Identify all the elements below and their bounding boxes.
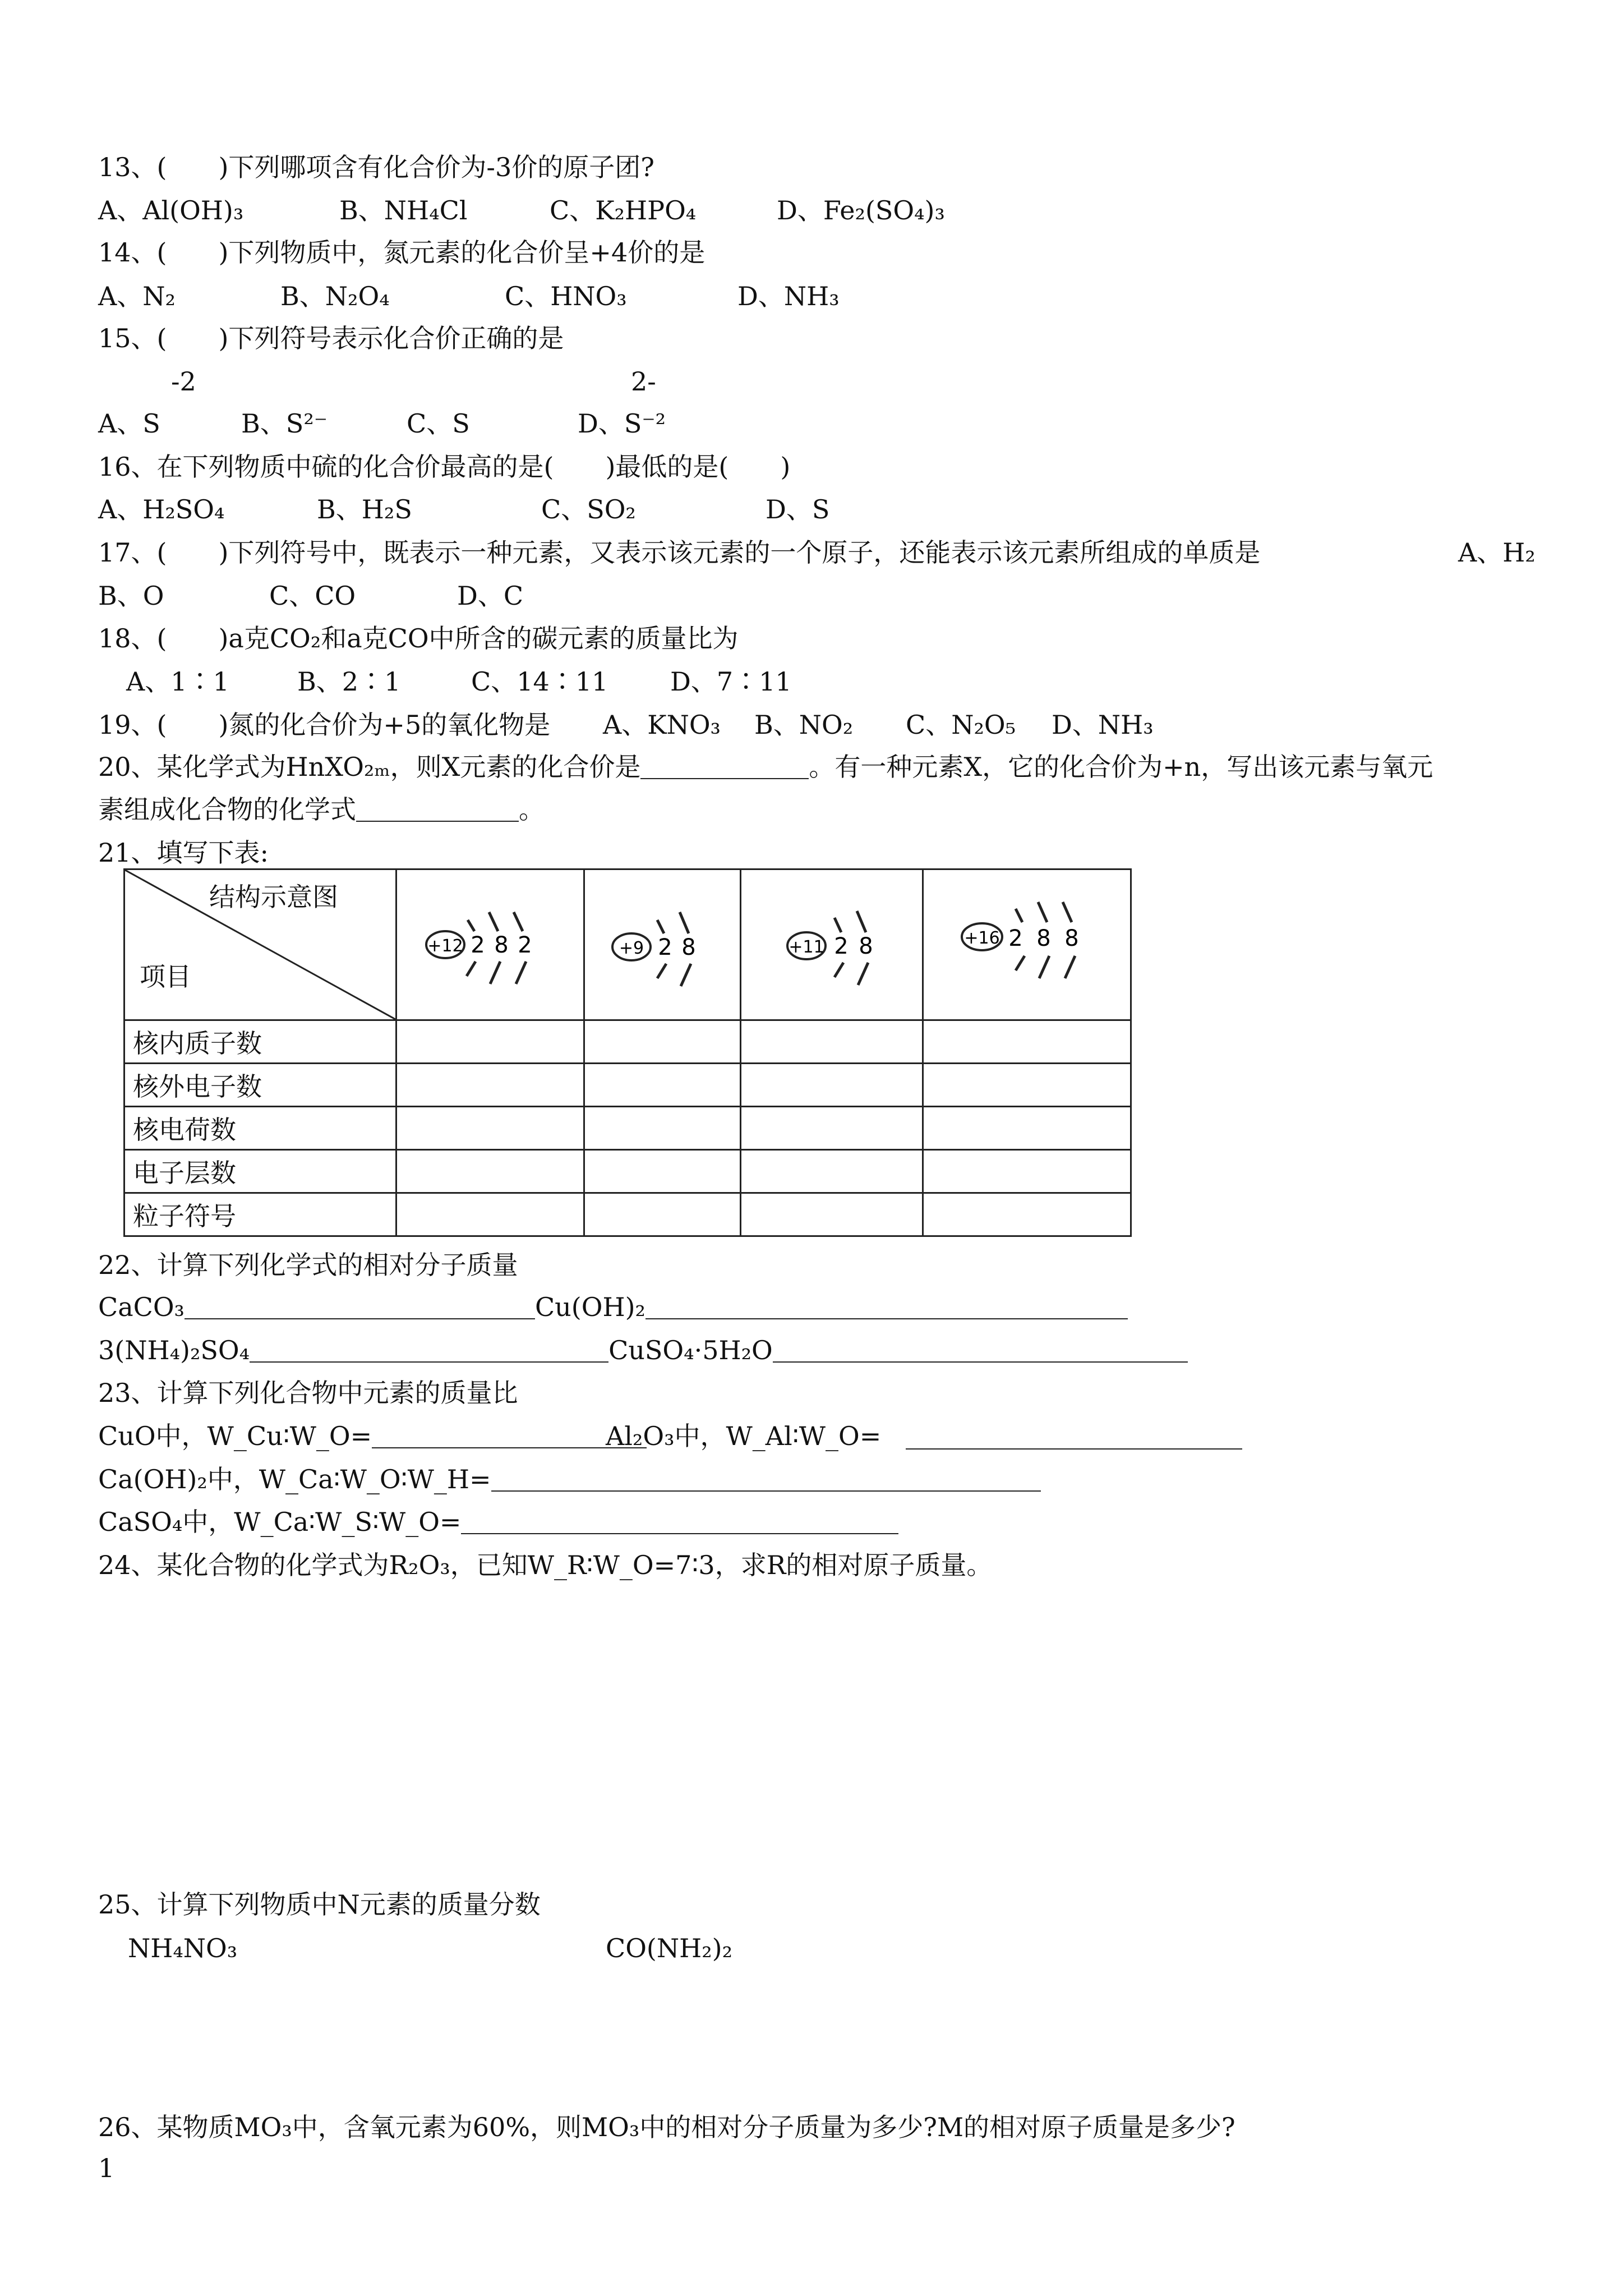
answer-cell[interactable] <box>741 1193 923 1236</box>
q19-option-c: C、N₂O₅ <box>906 710 1016 740</box>
answer-cell[interactable] <box>396 1193 584 1236</box>
q22-item-caco3: CaCO₃ <box>98 1292 185 1322</box>
q22-blank-1[interactable] <box>185 1294 535 1319</box>
q19-stem <box>98 708 1154 742</box>
table-row <box>125 1107 1131 1150</box>
q13-option-a: A、Al(OH)₃ <box>98 195 244 226</box>
q14-stem <box>98 236 705 269</box>
atom-cell-3 <box>741 869 923 1020</box>
structure-table <box>123 868 1132 1237</box>
q20-blank-formula[interactable] <box>356 796 519 822</box>
q26-stem <box>98 2110 1235 2144</box>
q13-stem <box>98 150 654 184</box>
table-row <box>125 1020 1131 1064</box>
q25-text: 25、计算下列物质中N元素的质量分数 <box>98 1889 541 1920</box>
answer-cell[interactable] <box>923 1193 1131 1236</box>
answer-cell[interactable] <box>741 1107 923 1150</box>
q20-blank-valence[interactable] <box>640 753 809 779</box>
table-row <box>125 1150 1131 1193</box>
q22-blank-3[interactable] <box>250 1337 608 1363</box>
q23-blank-4[interactable] <box>461 1508 898 1534</box>
table-corner-cell <box>125 869 396 1020</box>
corner-label-structure: 结构示意图 <box>209 882 338 912</box>
q24-stem <box>98 1548 992 1582</box>
atom-diagram-2 <box>592 883 732 1006</box>
answer-cell[interactable] <box>584 1150 741 1193</box>
q16-options <box>98 493 830 526</box>
answer-cell[interactable] <box>923 1107 1131 1150</box>
q22-item-nh4so4: 3(NH₄)₂SO₄ <box>98 1335 250 1365</box>
row-label-protons: 核内质子数 <box>125 1020 396 1064</box>
q19-option-a: A、KNO₃ <box>603 710 721 740</box>
q25-item-nh4no3: NH₄NO₃ <box>128 1933 238 1963</box>
answer-cell[interactable] <box>396 1150 584 1193</box>
q22-stem <box>98 1248 518 1282</box>
q23-item-caoh2: Ca(OH)₂中，W_Ca∶W_O∶W_H= <box>98 1464 491 1494</box>
row-label-shells: 电子层数 <box>125 1150 396 1193</box>
q23-line1 <box>98 1419 882 1453</box>
atom-1-shell-2: 8 <box>494 932 509 958</box>
q19-option-b: B、NO₂ <box>754 710 854 740</box>
q13-option-c: C、K₂HPO₄ <box>550 195 697 226</box>
answer-cell[interactable] <box>584 1020 741 1064</box>
q23-line2 <box>98 1462 1041 1496</box>
atom-1-nucleus: +12 <box>427 936 463 956</box>
q19-text: 19、( )氮的化合价为+5的氧化物是 <box>98 710 551 740</box>
q15-option-b: B、S²⁻ <box>241 408 328 439</box>
atom-3-shell-1: 2 <box>834 933 849 959</box>
q20-part4: 。 <box>519 794 545 825</box>
q22-blank-2[interactable] <box>645 1294 1128 1319</box>
q16-option-b: B、H₂S <box>317 494 412 524</box>
q16-stem <box>98 450 790 484</box>
q15-mark-d: 2- <box>631 366 656 397</box>
answer-cell[interactable] <box>741 1150 923 1193</box>
q18-options <box>126 665 792 698</box>
q26-text: 26、某物质MO₃中，含氧元素为60%，则MO₃中的相对分子质量为多少?M的相对原子质量是多少? <box>98 2112 1235 2142</box>
q18-option-a: A、1∶1 <box>126 666 229 697</box>
q23-text: 23、计算下列化合物中元素的质量比 <box>98 1378 518 1408</box>
q20-part2: 。有一种元素X，它的化合价为+n，写出该元素与氧元 <box>809 752 1433 782</box>
q16-text: 16、在下列物质中硫的化合价最高的是( )最低的是( ) <box>98 452 791 482</box>
q15-options <box>98 407 666 440</box>
q13-option-b: B、NH₄Cl <box>339 195 468 226</box>
atom-cell-2 <box>584 869 741 1020</box>
q22-text: 22、计算下列化学式的相对分子质量 <box>98 1250 518 1280</box>
q15-option-d: D、S⁻² <box>578 408 666 439</box>
q17-text: 17、( )下列符号中，既表示一种元素，又表示该元素的一个原子，还能表示该元素所组成的单质是 <box>98 537 1261 568</box>
answer-cell[interactable] <box>741 1064 923 1107</box>
atom-4-shell-1: 2 <box>1008 926 1023 951</box>
q17-option-c: C、CO <box>269 581 356 611</box>
q17-options <box>98 579 524 613</box>
q17-option-b: B、O <box>98 581 164 611</box>
answer-cell[interactable] <box>923 1150 1131 1193</box>
q23-blank-2[interactable] <box>906 1424 1242 1450</box>
atom-cell-4 <box>923 869 1131 1020</box>
atom-2-shell-2: 8 <box>681 935 696 960</box>
q18-text: 18、( )a克CO₂和a克CO中所含的碳元素的质量比为 <box>98 623 739 654</box>
q20-part3: 素组成化合物的化学式 <box>98 794 356 825</box>
q23-item-caso4: CaSO₄中，W_Ca∶W_S∶W_O= <box>98 1507 462 1537</box>
row-label-electrons: 核外电子数 <box>125 1064 396 1107</box>
q22-blank-4[interactable] <box>773 1337 1188 1363</box>
q23-stem <box>98 1376 518 1410</box>
q21-stem <box>98 836 269 869</box>
q13-options <box>98 194 945 227</box>
q20-line2 <box>98 793 545 826</box>
atom-2-nucleus: +9 <box>619 938 644 958</box>
q25-items <box>128 1931 733 1965</box>
atom-diagram-3 <box>756 883 907 1006</box>
answer-cell[interactable] <box>584 1064 741 1107</box>
q17-option-a: A、H₂ <box>1458 537 1536 568</box>
q16-option-d: D、S <box>766 494 830 524</box>
q15-option-a: A、S <box>98 408 160 439</box>
q18-stem <box>98 622 739 655</box>
q16-option-a: A、H₂SO₄ <box>98 494 225 524</box>
q23-line3 <box>98 1505 898 1539</box>
atom-cell-1 <box>396 869 584 1020</box>
answer-cell[interactable] <box>741 1020 923 1064</box>
q25-item-urea: CO(NH₂)₂ <box>606 1933 733 1963</box>
table-row <box>125 1193 1131 1236</box>
page-number-text: 1 <box>98 2153 115 2183</box>
q13-option-d: D、Fe₂(SO₄)₃ <box>777 195 945 226</box>
q15-option-c: C、S <box>407 408 470 439</box>
structure-table-header-row <box>125 869 1131 1020</box>
q23-item-al2o3: Al₂O₃中，W_Al∶W_O= <box>606 1421 882 1451</box>
q18-option-d: D、7∶11 <box>670 666 792 697</box>
q14-option-d: D、NH₃ <box>737 281 840 311</box>
answer-cell[interactable] <box>923 1064 1131 1107</box>
q18-option-c: C、14∶11 <box>471 666 608 697</box>
atom-diagram-4 <box>937 883 1117 1006</box>
q17-option-d: D、C <box>457 581 524 611</box>
q15-stem <box>98 321 564 355</box>
q21-text: 21、填写下表: <box>98 838 269 868</box>
q20-line1 <box>98 750 1433 784</box>
q16-option-c: C、SO₂ <box>541 494 636 524</box>
answer-cell[interactable] <box>923 1020 1131 1064</box>
q17-stem <box>98 536 1536 569</box>
q25-stem <box>98 1888 541 1921</box>
q22-item-cuso4: CuSO₄·5H₂O <box>608 1335 773 1365</box>
q19-option-d: D、NH₃ <box>1052 710 1154 740</box>
q23-blank-3[interactable] <box>491 1466 1041 1492</box>
q15-text: 15、( )下列符号表示化合价正确的是 <box>98 323 564 353</box>
q18-option-b: B、2∶1 <box>297 666 401 697</box>
answer-cell[interactable] <box>396 1020 584 1064</box>
atom-3-shell-2: 8 <box>859 933 873 959</box>
atom-diagram-1 <box>406 883 574 1006</box>
answer-cell[interactable] <box>396 1064 584 1107</box>
atom-4-shell-3: 8 <box>1064 926 1079 951</box>
q22-line1 <box>98 1290 1128 1324</box>
q15-mark-a: -2 <box>171 366 196 397</box>
atom-1-shell-3: 2 <box>518 932 532 958</box>
q14-option-a: A、N₂ <box>98 281 176 311</box>
table-row <box>125 1064 1131 1107</box>
q14-options <box>98 279 840 313</box>
q23-item-cuo: CuO中，W_Cu∶W_O= <box>98 1421 372 1451</box>
atom-4-shell-2: 8 <box>1036 926 1051 951</box>
answer-cell[interactable] <box>584 1193 741 1236</box>
q20-part1: 20、某化学式为HnXO₂ₘ，则X元素的化合价是 <box>98 752 641 782</box>
atom-3-nucleus: +11 <box>789 937 824 957</box>
page-number <box>98 2151 114 2185</box>
q13-text: 13、( )下列哪项含有化合价为-3价的原子团? <box>98 152 654 182</box>
row-label-nuclear-charge: 核电荷数 <box>125 1107 396 1150</box>
atom-2-shell-1: 2 <box>658 935 672 960</box>
q24-text: 24、某化合物的化学式为R₂O₃，已知W_R∶W_O=7∶3，求R的相对原子质量。 <box>98 1550 993 1580</box>
q14-option-c: C、HNO₃ <box>505 281 627 311</box>
row-label-symbol: 粒子符号 <box>125 1193 396 1236</box>
q14-option-b: B、N₂O₄ <box>280 281 390 311</box>
atom-1-shell-1: 2 <box>471 932 485 958</box>
corner-label-item: 项目 <box>140 961 191 992</box>
q14-text: 14、( )下列物质中，氮元素的化合价呈+4价的是 <box>98 237 706 268</box>
answer-cell[interactable] <box>584 1107 741 1150</box>
answer-cell[interactable] <box>396 1107 584 1150</box>
q22-line2 <box>98 1333 1188 1367</box>
atom-4-nucleus: +16 <box>964 928 1000 948</box>
q22-item-cuoh2: Cu(OH)₂ <box>534 1292 645 1322</box>
